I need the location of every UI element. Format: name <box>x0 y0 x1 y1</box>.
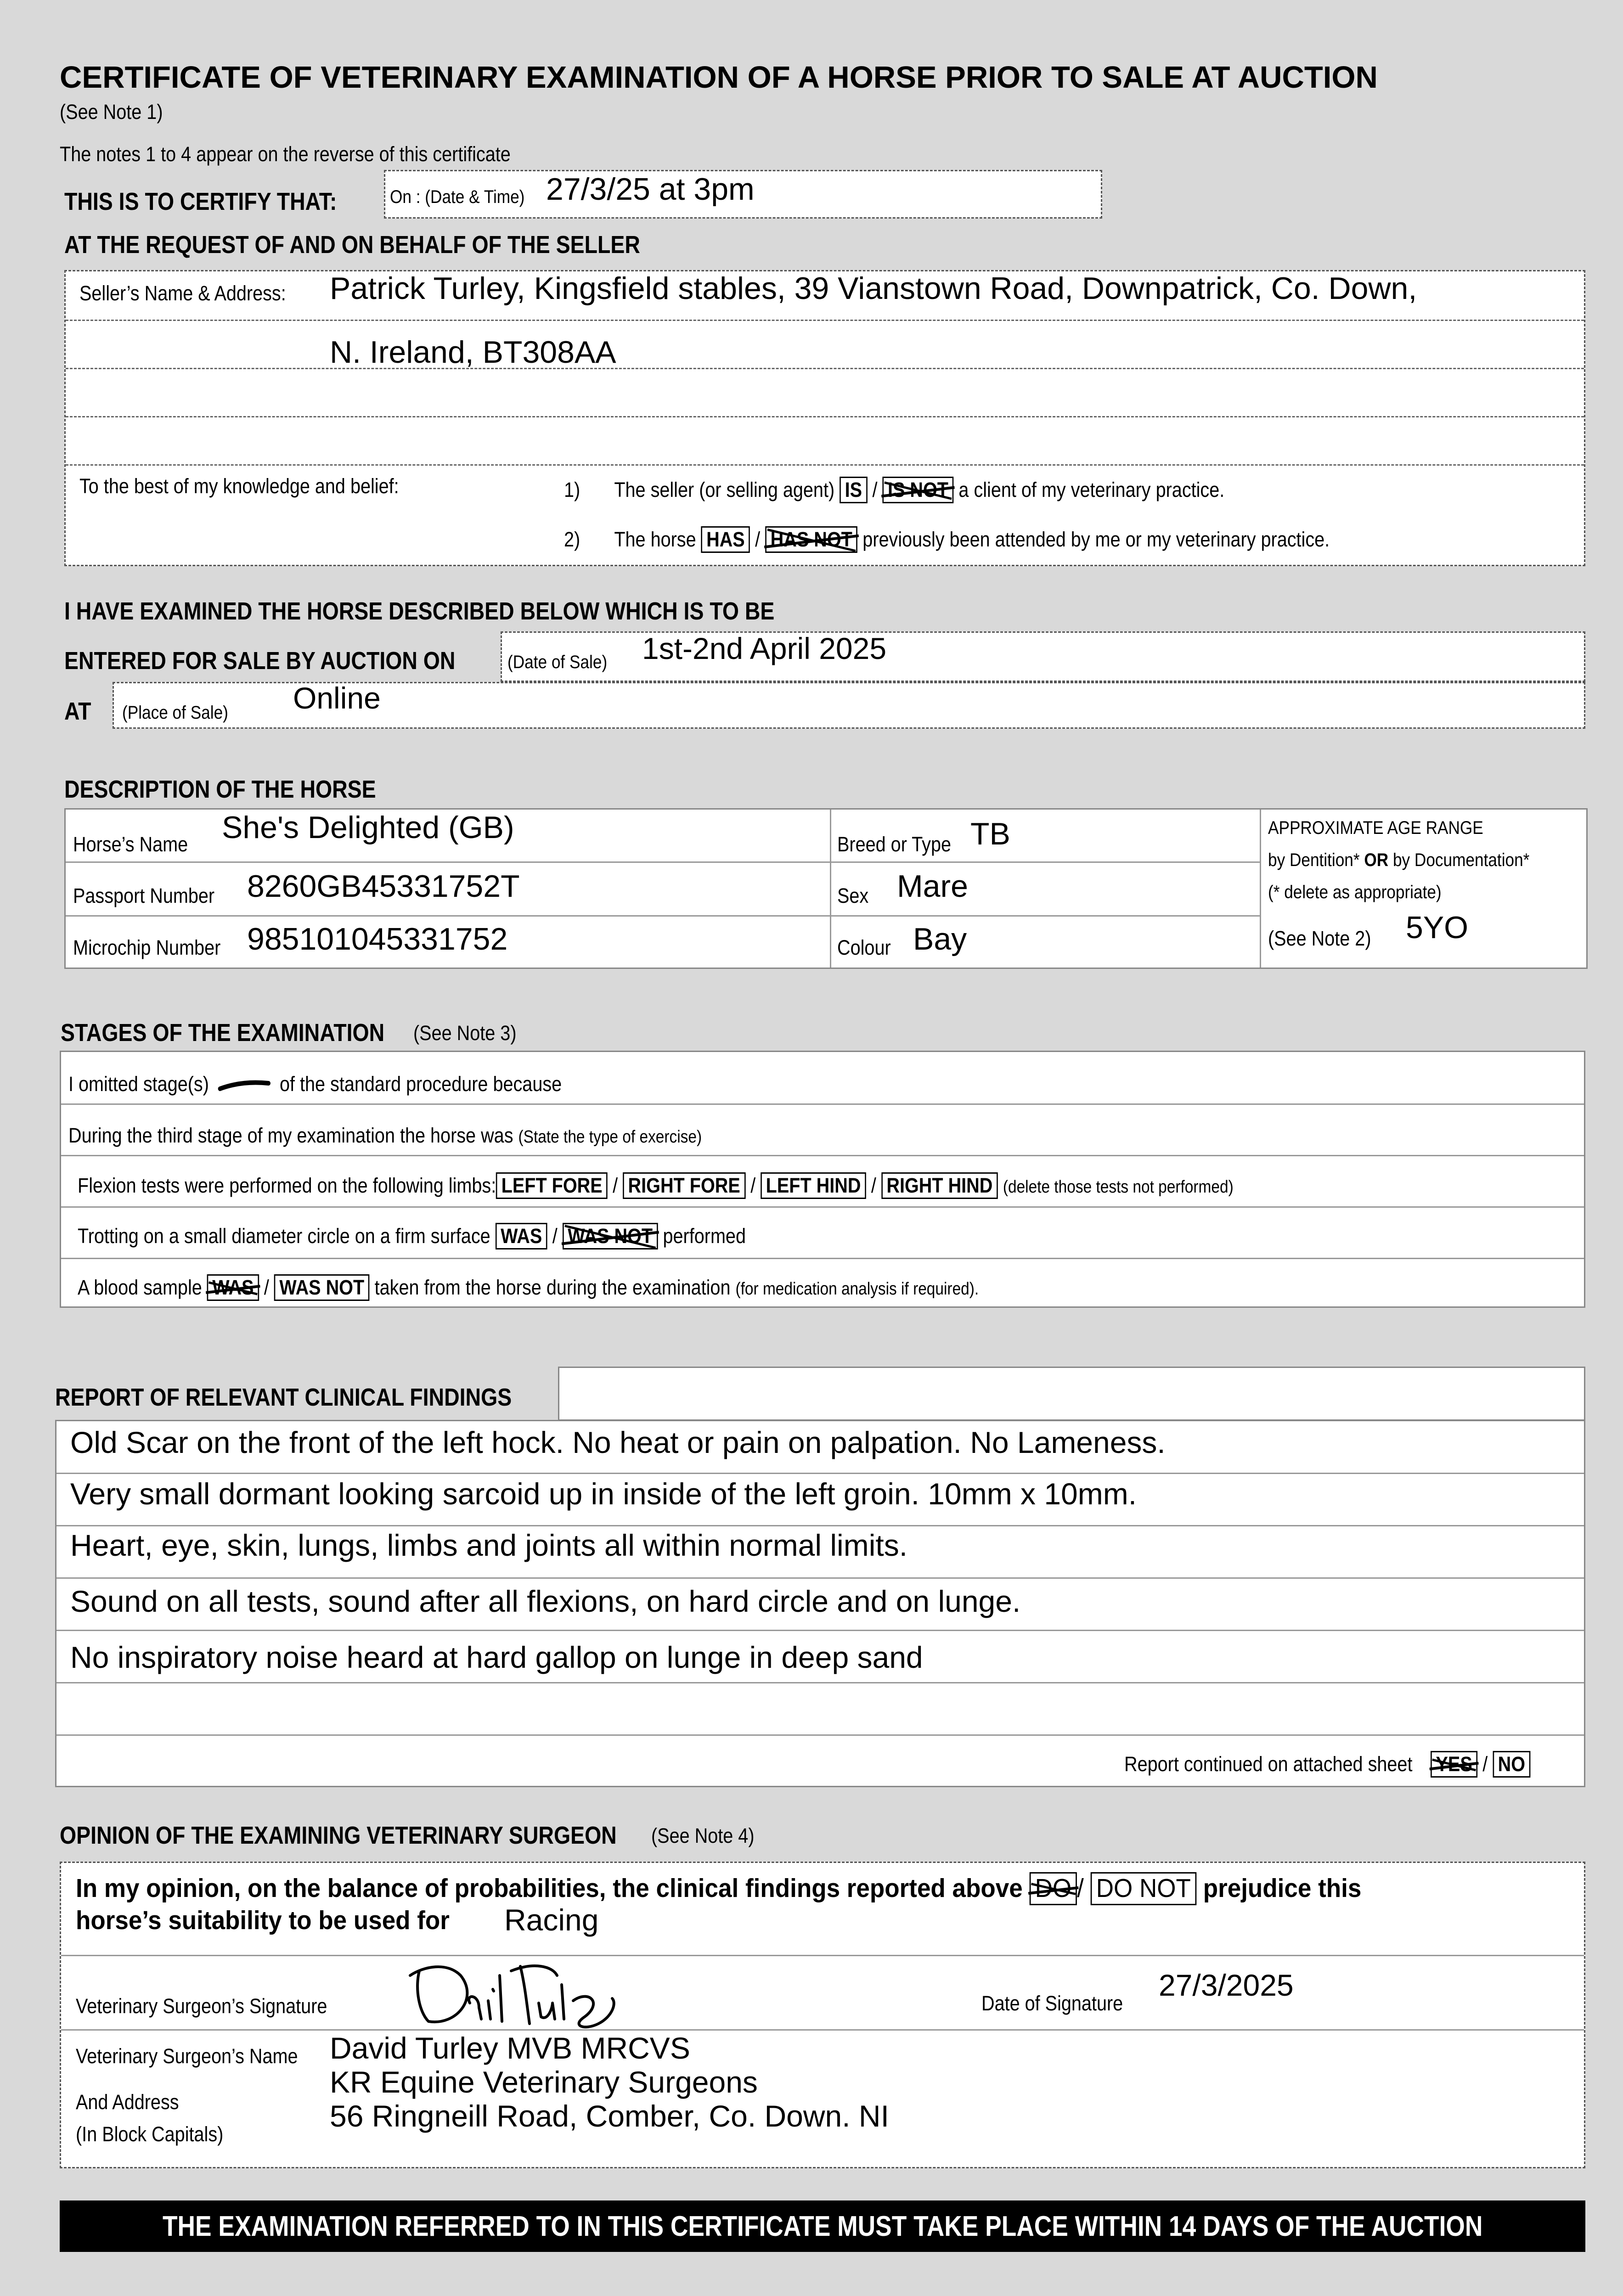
signature[interactable] <box>401 1957 631 2033</box>
vet-name-label: Veterinary Surgeon’s Name <box>76 2044 298 2068</box>
examined-line: I HAVE EXAMINED THE HORSE DESCRIBED BELOW WHICH IS TO BE <box>64 597 775 625</box>
finding-line-1[interactable]: Old Scar on the front of the left hock. No heat or pain on palpation. No Lameness. <box>70 1425 1166 1459</box>
horse-section-title: DESCRIPTION OF THE HORSE <box>64 776 376 803</box>
separator: / <box>755 528 761 551</box>
opinion-section <box>60 1862 1585 2168</box>
microchip-value[interactable]: 985101045331752 <box>247 922 508 957</box>
seller-section <box>64 270 1585 566</box>
separator: / <box>552 1224 558 1248</box>
footer-notice-text: THE EXAMINATION REFERRED TO IN THIS CERTIFICATE MUST TAKE PLACE WITHIN 14 DAYS OF THE AUCTION <box>162 2210 1483 2242</box>
age-by-dentition[interactable]: by Dentition* <box>1268 850 1360 870</box>
vet-address-value[interactable]: 56 Ringneill Road, Comber, Co. Down. NI <box>330 2099 889 2133</box>
breed-label: Breed or Type <box>837 833 952 856</box>
age-see-note: (See Note 2) <box>1268 927 1371 950</box>
report-section-title: REPORT OF RELEVANT CLINICAL FINDINGS <box>55 1384 512 1411</box>
flexion-text: Flexion tests were performed on the following limbs: <box>78 1174 496 1197</box>
stages-table <box>60 1051 1585 1308</box>
item2-number: 2) <box>564 528 580 551</box>
date-time-label: On : (Date & Time) <box>390 187 525 207</box>
report-title-blank <box>558 1367 1585 1421</box>
omitted-dash-mark <box>218 1079 270 1092</box>
opinion-heading <box>60 1821 707 1850</box>
colour-label: Colour <box>837 936 891 959</box>
limb-right-hind[interactable]: RIGHT HIND <box>881 1172 998 1199</box>
separator: / <box>1077 1874 1084 1903</box>
limb-left-fore[interactable]: LEFT FORE <box>496 1172 608 1199</box>
continued-option-no[interactable]: NO <box>1493 1751 1530 1778</box>
sale-place-label: (Place of Sale) <box>122 703 228 723</box>
vet-name-value[interactable]: David Turley MVB MRCVS <box>330 2031 690 2065</box>
age-method <box>1268 850 1529 871</box>
separator: / <box>613 1174 618 1197</box>
stages-see-note: (See Note 3) <box>413 1021 517 1045</box>
blood-row <box>78 1274 979 1301</box>
signature-drawing <box>401 1957 631 2031</box>
item1-text: The seller (or selling agent) <box>614 478 835 501</box>
block-caps-label: (In Block Capitals) <box>76 2122 224 2146</box>
attended-option-has-not[interactable]: HAS NOT <box>765 526 857 553</box>
attended-statement <box>564 526 1330 553</box>
opinion-statement-tail: prejudice this <box>1203 1874 1362 1903</box>
separator: / <box>264 1276 269 1299</box>
omitted-row <box>68 1072 562 1096</box>
opinion-option-do[interactable]: DO <box>1029 1872 1077 1905</box>
finding-line-4[interactable]: Sound on all tests, sound after all flexions, on hard circle and on lunge. <box>70 1584 1021 1618</box>
date-time-field[interactable] <box>384 170 1102 219</box>
age-title: APPROXIMATE AGE RANGE <box>1268 818 1483 838</box>
sale-date-value: 1st-2nd April 2025 <box>642 631 887 665</box>
microchip-label: Microchip Number <box>73 936 221 959</box>
client-option-is-not[interactable]: IS NOT <box>883 477 954 503</box>
third-stage-hint: (State the type of exercise) <box>518 1127 702 1147</box>
seller-name-label: Seller’s Name & Address: <box>79 281 286 305</box>
vet-address-label: And Address <box>76 2090 179 2114</box>
sale-date-label: (Date of Sale) <box>507 652 608 672</box>
sex-value[interactable]: Mare <box>897 869 968 904</box>
trotting-option-was[interactable]: WAS <box>496 1223 547 1249</box>
continued-text: Report continued on attached sheet <box>1124 1752 1413 1776</box>
request-label: AT THE REQUEST OF AND ON BEHALF OF THE SELLER <box>64 231 640 259</box>
opinion-option-do-not[interactable]: DO NOT <box>1091 1872 1196 1905</box>
breed-value[interactable]: TB <box>970 816 1010 851</box>
separator: / <box>750 1174 756 1197</box>
opinion-statement-text: In my opinion, on the balance of probabilities, the clinical findings reported above <box>76 1874 1023 1903</box>
footer-notice <box>60 2200 1585 2252</box>
flexion-hint: (delete those tests not performed) <box>1003 1177 1234 1197</box>
passport-label: Passport Number <box>73 884 215 907</box>
entered-label: ENTERED FOR SALE BY AUCTION ON <box>64 647 456 675</box>
opinion-section-title: OPINION OF THE EXAMINING VETERINARY SURGEON <box>60 1822 617 1849</box>
item1-tail: a client of my veterinary practice. <box>958 478 1225 501</box>
knowledge-label: To the best of my knowledge and belief: <box>79 474 399 498</box>
separator: / <box>1482 1752 1488 1776</box>
trotting-tail: performed <box>663 1224 746 1248</box>
signature-date-value[interactable]: 27/3/2025 <box>1159 1968 1294 2002</box>
see-note-1: (See Note 1) <box>60 100 163 124</box>
item1-number: 1) <box>564 478 580 501</box>
blood-hint: (for medication analysis if required). <box>735 1279 979 1299</box>
item2-tail: previously been attended by me or my veterinary practice. <box>862 528 1330 551</box>
age-or: OR <box>1364 850 1389 870</box>
limb-left-hind[interactable]: LEFT HIND <box>761 1172 866 1199</box>
age-delete-note: (* delete as appropriate) <box>1268 882 1442 902</box>
separator: / <box>871 1174 876 1197</box>
horse-name-label: Horse’s Name <box>73 833 188 856</box>
opinion-statement <box>76 1872 1361 1905</box>
age-by-documentation[interactable]: by Documentation* <box>1392 850 1530 870</box>
trotting-text: Trotting on a small diameter circle on a firm surface <box>78 1224 490 1248</box>
signature-label: Veterinary Surgeon’s Signature <box>76 1994 327 2018</box>
client-statement <box>564 477 1224 503</box>
sale-place-field[interactable] <box>113 682 1585 729</box>
date-time-value: 27/3/25 at 3pm <box>546 172 755 207</box>
third-stage-row <box>68 1124 702 1148</box>
continued-row <box>1124 1751 1531 1778</box>
sex-label: Sex <box>837 884 869 907</box>
vet-practice-value[interactable]: KR Equine Veterinary Surgeons <box>330 2065 758 2099</box>
finding-line-2[interactable]: Very small dormant looking sarcoid up in inside of the left groin. 10mm x 10mm. <box>70 1477 1137 1511</box>
opinion-use-value[interactable]: Racing <box>504 1903 599 1937</box>
stages-heading <box>61 1019 437 1047</box>
report-table <box>55 1420 1585 1787</box>
blood-tail: taken from the horse during the examination <box>374 1276 731 1299</box>
seller-address-line1[interactable]: Patrick Turley, Kingsfield stables, 39 Vianstown Road, Downpatrick, Co. Down, <box>330 271 1417 306</box>
trotting-row <box>78 1223 746 1249</box>
sale-date-field[interactable] <box>501 631 1585 682</box>
flexion-row <box>78 1172 1234 1199</box>
attended-option-has[interactable]: HAS <box>701 526 750 553</box>
omitted-tail: of the standard procedure because <box>279 1072 562 1096</box>
sale-place-value: Online <box>293 681 381 715</box>
notes-line: The notes 1 to 4 appear on the reverse of this certificate <box>60 142 511 166</box>
trotting-option-was-not[interactable]: WAS NOT <box>563 1223 658 1249</box>
opinion-statement-line2: horse’s suitability to be used for <box>76 1906 450 1935</box>
finding-line-5[interactable]: No inspiratory noise heard at hard gallop on lunge in deep sand <box>70 1640 923 1674</box>
seller-address-line2[interactable]: N. Ireland, BT308AA <box>330 335 616 370</box>
blood-option-was-not[interactable]: WAS NOT <box>274 1274 370 1301</box>
blood-text: A blood sample <box>78 1276 202 1299</box>
age-value[interactable]: 5YO <box>1406 910 1469 945</box>
at-label: AT <box>64 698 91 725</box>
blood-option-was[interactable]: WAS <box>207 1274 259 1301</box>
certificate-title: CERTIFICATE OF VETERINARY EXAMINATION OF A HORSE PRIOR TO SALE AT AUCTION <box>60 60 1378 95</box>
finding-line-3[interactable]: Heart, eye, skin, lungs, limbs and joints all within normal limits. <box>70 1528 908 1562</box>
item2-text: The horse <box>614 528 696 551</box>
colour-value[interactable]: Bay <box>913 922 967 957</box>
certify-label: THIS IS TO CERTIFY THAT: <box>64 188 337 215</box>
third-stage-text: During the third stage of my examination the horse was <box>68 1124 513 1147</box>
limb-right-fore[interactable]: RIGHT FORE <box>623 1172 745 1199</box>
opinion-see-note: (See Note 4) <box>651 1824 755 1847</box>
signature-date-label: Date of Signature <box>981 1992 1123 2015</box>
continued-option-yes[interactable]: YES <box>1431 1751 1477 1778</box>
horse-name-value[interactable]: She's Delighted (GB) <box>222 810 514 845</box>
client-option-is[interactable]: IS <box>840 477 867 503</box>
omitted-text: I omitted stage(s) <box>68 1072 209 1096</box>
stages-section-title: STAGES OF THE EXAMINATION <box>61 1019 385 1047</box>
horse-table <box>64 808 1588 969</box>
separator: / <box>872 478 878 501</box>
passport-value[interactable]: 8260GB45331752T <box>247 869 520 904</box>
